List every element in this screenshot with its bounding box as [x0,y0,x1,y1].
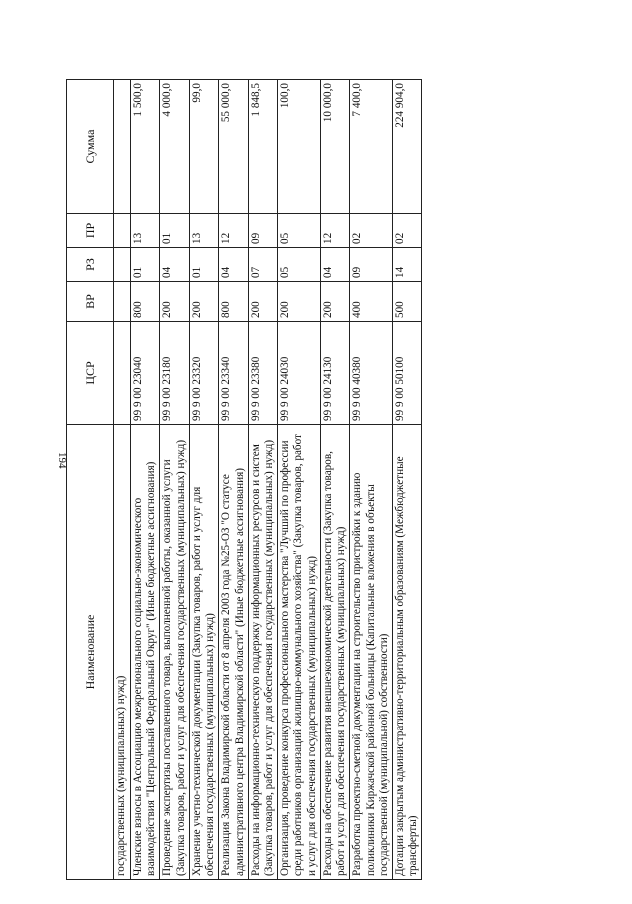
table-row [189,80,218,880]
row-pr: 05 [278,214,321,248]
row-csr: 99 9 00 23320 [189,322,218,425]
row-sum: 1 848,5 [248,80,277,214]
row-rz: 07 [248,248,277,282]
row-sum: 224 904,0 [392,80,421,214]
row-sum: 4 000,0 [160,80,189,214]
row-rz: 04 [160,248,189,282]
row-vr: 200 [160,282,189,322]
row-rz: 01 [189,248,218,282]
header-row [67,80,114,880]
row-sum: 10 000,0 [320,80,349,214]
row-name: Разработка проектно-сметной документации на строительство пристройки к зданию поликлиники Киржачской районной больницы (Капитальные вложения в объекты государственной (муниципальной) собственности) [350,425,393,880]
row-rz: 09 [350,248,393,282]
header-csr: ЦСР [67,322,114,425]
row-name: Реализация Закона Владимирской области от 8 апреля 2003 года №25-ОЗ "О статусе административного центра Владимирской области" (Иные бюджетные ассигнования) [219,425,248,880]
row-rz: 04 [320,248,349,282]
row-sum: 1 500,0 [131,80,160,214]
row-csr: 99 9 00 23380 [248,322,277,425]
table-row [392,80,421,880]
budget-table [66,79,422,880]
table-row [320,80,349,880]
row-csr [114,322,131,425]
header-sum: Сумма [67,80,114,214]
row-pr: 13 [189,214,218,248]
row-vr: 200 [320,282,349,322]
row-csr: 99 9 00 40380 [350,322,393,425]
header-rz: РЗ [67,248,114,282]
row-pr: 13 [131,214,160,248]
row-name: государственных (муниципальных) нужд) [114,425,131,880]
row-csr: 99 9 00 50100 [392,322,421,425]
row-vr [114,282,131,322]
header-name: Наименование [67,425,114,880]
row-rz [114,248,131,282]
table-row [219,80,248,880]
row-vr: 800 [219,282,248,322]
row-vr: 400 [350,282,393,322]
row-pr: 09 [248,214,277,248]
row-vr: 200 [189,282,218,322]
row-pr [114,214,131,248]
header-vr: ВР [67,282,114,322]
budget-table-rotated [66,80,586,880]
row-name: Организация, проведение конкурса профессионального мастерства "Лучший по профессии среди работников организаций жилищно-коммунального хозяйства" (Закупка товаров, работ и услуг для обеспечения государственных (муниципальных) нужд) [278,425,321,880]
row-name: Дотации закрытым административно-территориальным образованиям (Межбюджетные трансферты) [392,425,421,880]
table-row [114,80,131,880]
row-vr: 500 [392,282,421,322]
row-name: Членские взносы в Ассоциацию межрегионального социально-экономического взаимодействия "Центральный Федеральный Округ" (Иные бюджетные ассигнования) [131,425,160,880]
row-rz: 01 [131,248,160,282]
row-vr: 200 [278,282,321,322]
table-row [350,80,393,880]
table-row [160,80,189,880]
row-rz: 05 [278,248,321,282]
row-sum: 100,0 [278,80,321,214]
row-pr: 02 [350,214,393,248]
row-name: Расходы на информационно-техническую поддержку информационных ресурсов и систем (Закупка товаров, работ и услуг для обеспечения государственных (муниципальных) нужд) [248,425,277,880]
row-name: Проведение экспертизы поставленного товара, выполненной работы, оказанной услуги (Закупка товаров, работ и услуг для обеспечения государственных (муниципальных) нужд) [160,425,189,880]
row-rz: 04 [219,248,248,282]
row-rz: 14 [392,248,421,282]
header-pr: ПР [67,214,114,248]
row-vr: 200 [248,282,277,322]
row-pr: 12 [219,214,248,248]
row-name: Расходы на обеспечение развития внешнеэкономической деятельности (Закупка товаров, работ и услуг для обеспечения государственных (муниципальных) нужд) [320,425,349,880]
row-sum [114,80,131,214]
row-csr: 99 9 00 23040 [131,322,160,425]
page-number: 194 [56,452,68,469]
row-vr: 800 [131,282,160,322]
row-pr: 01 [160,214,189,248]
row-pr: 12 [320,214,349,248]
row-sum: 55 000,0 [219,80,248,214]
table-row [278,80,321,880]
table-row [131,80,160,880]
row-pr: 02 [392,214,421,248]
row-csr: 99 9 00 23180 [160,322,189,425]
row-sum: 99,0 [189,80,218,214]
row-csr: 99 9 00 23340 [219,322,248,425]
row-csr: 99 9 00 24130 [320,322,349,425]
row-name: Хранение учетно-технической документации (Закупка товаров, работ и услуг для обеспечения государственных (муниципальных) нужд) [189,425,218,880]
table-row [248,80,277,880]
row-csr: 99 9 00 24030 [278,322,321,425]
row-sum: 7 400,0 [350,80,393,214]
